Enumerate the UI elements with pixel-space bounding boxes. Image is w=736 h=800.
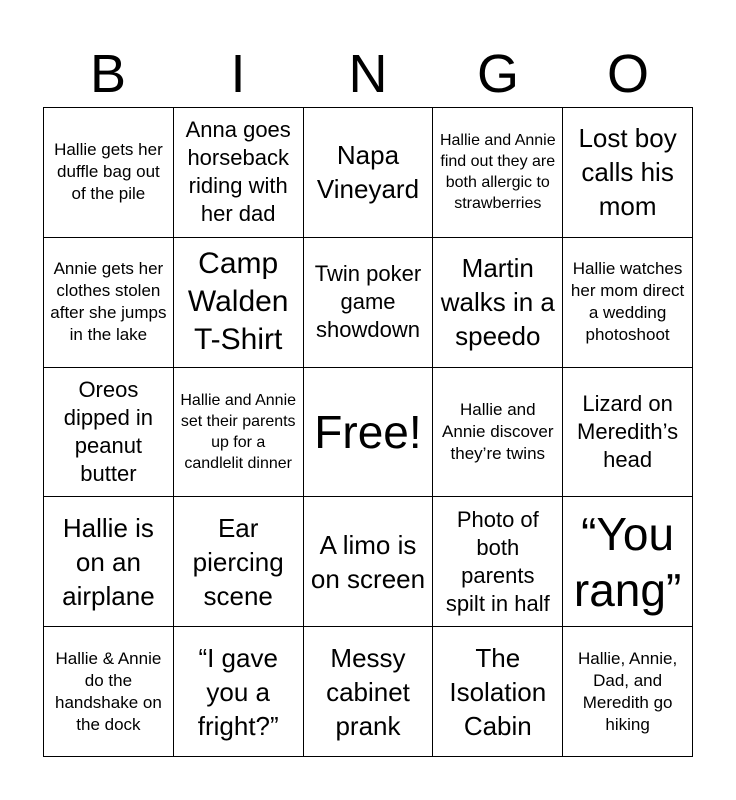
header-letter-i: I (230, 44, 246, 104)
bingo-cell-r1c5[interactable] (563, 108, 693, 238)
bingo-cell-r3c4[interactable] (433, 368, 563, 498)
cell-text: Hallie and Annie find out they are both allergic to strawberries (439, 132, 556, 213)
bingo-cell-r2c5[interactable] (563, 238, 693, 368)
free-space: Free! (314, 405, 422, 458)
header-letter-g: G (476, 44, 519, 104)
bingo-cell-r5c2[interactable] (174, 627, 304, 757)
cell-text: The Isolation Cabin (449, 642, 547, 741)
bingo-cell-r3c3[interactable] (304, 368, 434, 498)
cell-text: Photo of both parents spilt in half (445, 506, 550, 616)
cell-text: “You rang” (573, 507, 682, 616)
bingo-cell-r1c1[interactable] (44, 108, 174, 238)
header-letter-n: N (348, 44, 388, 104)
header-letter-o: O (606, 44, 649, 104)
bingo-cell-r5c3[interactable] (304, 627, 434, 757)
bingo-header (43, 40, 693, 108)
cell-text: Anna goes horseback riding with her dad (185, 117, 291, 227)
bingo-cell-r3c5[interactable] (563, 368, 693, 498)
cell-text: Messy cabinet prank (326, 642, 410, 741)
cell-text: A limo is on screen (310, 529, 426, 594)
cell-text: “I gave you a fright?” (197, 642, 279, 741)
cell-text: Napa Vineyard (316, 140, 420, 205)
cell-text: Hallie, Annie, Dad, and Meredith go hiking (577, 648, 678, 734)
cell-text: Annie gets her clothes stolen after she jumps in the lake (50, 259, 167, 345)
bingo-cell-r5c4[interactable] (433, 627, 563, 757)
bingo-cell-r1c3[interactable] (304, 108, 434, 238)
cell-text: Hallie and Annie discover they’re twins (442, 399, 554, 463)
bingo-cell-r4c4[interactable] (433, 497, 563, 627)
bingo-cell-r3c2[interactable] (174, 368, 304, 498)
cell-text: Oreos dipped in peanut butter (63, 376, 154, 486)
bingo-cell-r2c2[interactable] (174, 238, 304, 368)
cell-text: Twin poker game showdown (314, 261, 422, 343)
cell-text: Hallie and Annie set their parents up for a candlelit dinner (180, 391, 297, 472)
cell-text: Hallie gets her duffle bag out of the pile (54, 140, 163, 204)
bingo-cell-r2c1[interactable] (44, 238, 174, 368)
cell-text: Camp Walden T-Shirt (187, 247, 289, 357)
cell-text: Martin walks in a speedo (440, 253, 555, 352)
bingo-cell-r2c4[interactable] (433, 238, 563, 368)
cell-text: Hallie & Annie do the handshake on the dock (54, 648, 162, 734)
bingo-cell-r4c3[interactable] (304, 497, 434, 627)
bingo-cell-r5c5[interactable] (563, 627, 693, 757)
bingo-cell-r1c2[interactable] (174, 108, 304, 238)
cell-text: Hallie watches her mom direct a wedding photoshoot (570, 259, 685, 345)
bingo-cell-r2c3[interactable] (304, 238, 434, 368)
bingo-cell-r4c1[interactable] (44, 497, 174, 627)
bingo-cell-r5c1[interactable] (44, 627, 174, 757)
bingo-grid (43, 107, 693, 757)
bingo-cell-r4c2[interactable] (174, 497, 304, 627)
bingo-cell-r1c4[interactable] (433, 108, 563, 238)
bingo-cell-r3c1[interactable] (44, 368, 174, 498)
bingo-cell-r4c5[interactable] (563, 497, 693, 627)
header-letter-b: B (89, 44, 127, 104)
cell-text: Hallie is on an airplane (62, 512, 155, 611)
cell-text: Lizard on Meredith’s head (577, 390, 679, 472)
cell-text: Lost boy calls his mom (578, 123, 677, 222)
cell-text: Ear piercing scene (192, 512, 284, 611)
